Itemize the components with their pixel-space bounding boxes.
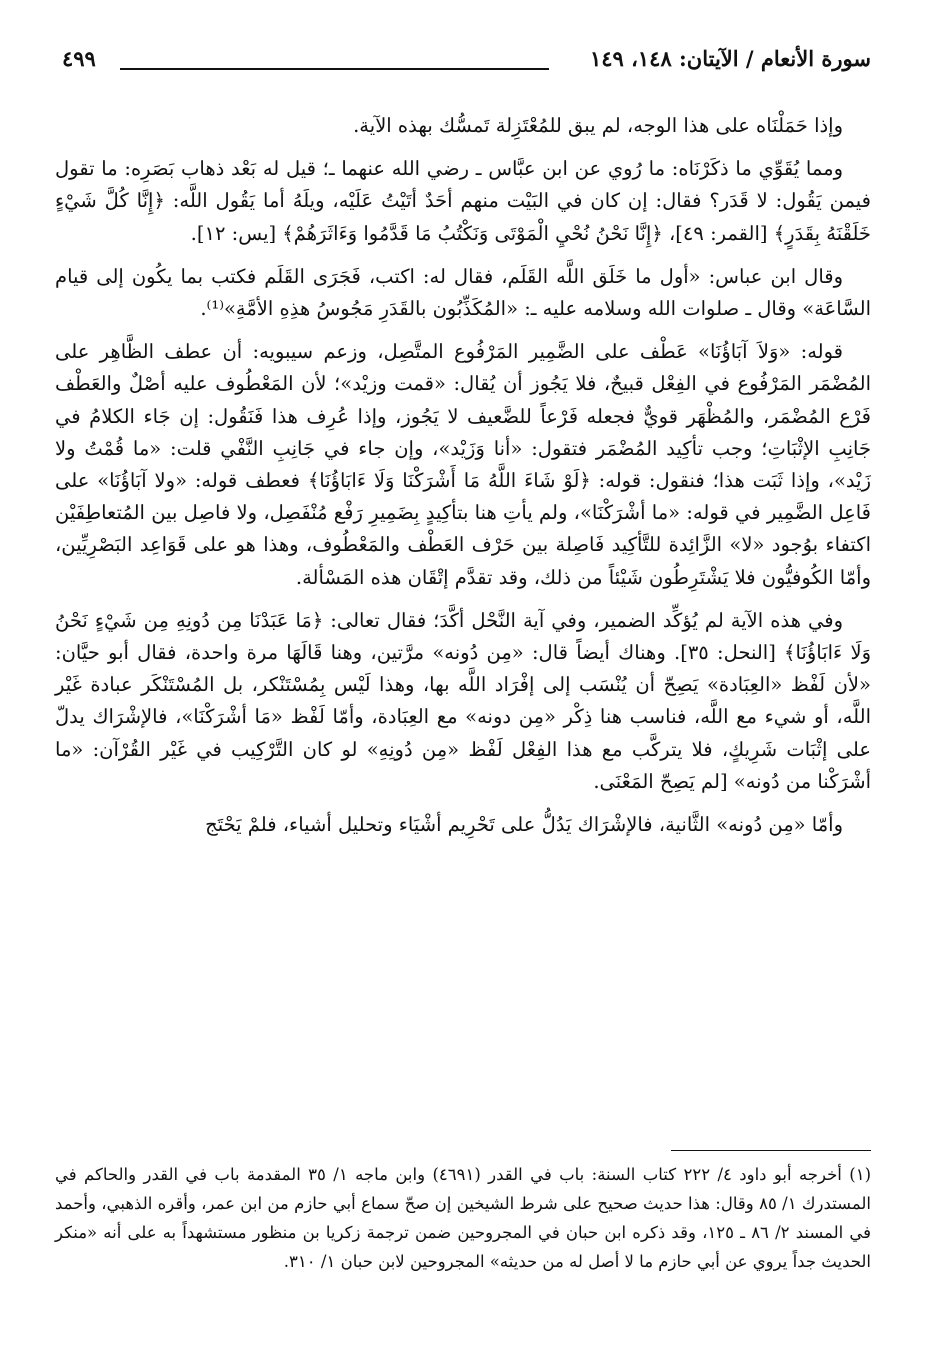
paragraph: وقال ابن عباس: «أول ما خَلَق اللَّه القَلَم، فقال له: اكتب، فَجَرَى القَلَم فكتب بما يكُون إلى قيام السَّاعَة» وقال ـ صلوات الله وسلامه عليه ـ: «المُكَذِّبُون بالقَدَرِ مَجُوسُ هذِهِ الأمَّةِ»⁽¹⁾. [55,264,871,321]
paragraph: قوله: «وَلاَ آبَاؤُنَا» عَطْف على الضَّمِير المَرْفُوع المتَّصِل، وزعم سيبويه: أن عطف الظَّاهِر على المُضْمَر المَرْفُوع في الفِعْل قبيحٌ، فلا يَجُوز أن يُقال: «قمت وزيْد»؛ لأن المَعْطُوف عليه أصْلٌ والعَطْف فَرْع المُضْمَر، والمُظْهَر قويٌّ فجعله فَرْعاً للضَّعيف لا يَجُوز، وإذا عُرِف هذا فَنَقُول: إن جَاء الكلامُ في جَانِبِ الإثْبَاتِ؛ وجب تأكِيد المُضْمَر فتقول: «أنا وَزَيْد»، وإن جاء في جَانِبِ النَّفْي قلت: «ما قُمْتُ ولا زَيْد»، وإذا ثَبَت هذا؛ فنقول: قوله: ﴿لَوْ شَاءَ اللَّهُ مَا أَشْرَكْنَا وَلَا ءَابَاؤُنَا﴾ فعطف قوله: «ولا آبَاؤُنَا» على فَاعِل الضَّمِير في قوله: «ما أشْرَكْنَا»، ولم يأتِ هنا بتأكِيدٍ بِضَمِيرِ رَفْع مُنْفَصِل، ولا فاصِل بين المُتعاطِفَيْن اكتفاء بوُجود «لا» الزَّائِدة للتَّأكِيد فَاصِلة بين حَرْف العَطْف والمَعْطُوف، وهذا هو على قَوَاعِد البَصْرِيِّين، وأمّا الكُوفيُّون فلا يَشْتَرِطُون شَيْئاً من ذلك، وقد تقدَّم إتْقَان هذه المَسْألة. [55,340,871,589]
running-title: سورة الأنعام / الآيتان: ١٤٨، ١٤٩ [589,46,871,71]
page-number: ٤٩٩ [62,46,96,71]
header-rule [120,68,549,70]
page-header [62,46,871,86]
footnote-rule [671,1150,871,1151]
footnote: (١) أخرجه أبو داود ٤/ ٢٢٢ كتاب السنة: باب في القدر (٤٦٩١) وابن ماجه ١/ ٣٥ المقدمة باب في القدر والحاكم في المستدرك ١/ ٨٥ وقال: هذا حديث صحيح على شرط الشيخين إن صحّ سماع أبي حازم من ابن عمر، وأقره الذهبي، وأحمد في المسند ٢/ ٨٦ ـ ١٢٥، وقد ذكره ابن حبان في المجروحين ضمن ترجمة زكريا بن منظور مستشهداً به على أنه «منكر الحديث جداً يروي عن أبي حازم ما لا أصل له من حديثه» المجروحين لابن حبان ١/ ٣١٠. [55,1165,872,1271]
main-text [55,110,871,852]
paragraph: وفي هذه الآية لم يُؤكِّد الضمير، وفي آية النَّحْل أكَّدَ؛ فقال تعالى: ﴿مَا عَبَدْنَا مِن دُونِهِ مِن شَيْءٍ نَحْنُ وَلَا ءَابَاؤُنَا﴾ [النحل: ٣٥]. وهناك أيضاً قال: «مِن دُونه» مرَّتين، وهنا قَالَهَا مرة واحدة، فقال أبو حيَّان: «لأن لَفْظ «العِبَادة» يَصِحّ أن يُنْسَب إلى إفْرَاد اللَّه بها، وهذا لَيْس بِمُسْتَنْكر، بل المُسْتَنْكَر عبادة غَيْر اللَّه، أو شيء مع اللَّه، فناسب هنا ذِكْر «مِن دونه» مع العِبَادة، وأمّا لَفْظ «مَا أشْرَكْنَا»، فالإشْرَاك يدلّ على إثْبَات شَرِيكٍ، فلا يتركَّب مع هذا الفِعْل لَفْظ «مِن دُونِهِ» لو كان التَّرْكِيب في غَيْر القُرْآن: «ما أشْرَكْنا من دُونه» [لم يَصِحّ المَعْنَى. [55,608,872,793]
paragraph: وأمّا «مِن دُونه» الثَّانية، فالإشْرَاك يَدُلُّ على تَحْرِيم أشْيَاء وتحليل أشياء، فلمْ يَحْتَج [205,813,843,837]
footnotes [55,1160,871,1276]
paragraph: ومما يُقَوِّي ما ذكَرْنَاه: ما رُوي عن ابن عبَّاس ـ رضي الله عنهما ـ؛ قيل له بَعْد ذهاب بَصَرِه: ما تقول فيمن يَقُول: لا قَدَر؟ فقال: إن كان في البَيْت منهم أحَدٌ أتَيْتُ عَلَيْه، ويلَهُ أما يَقُول اللَّه: ﴿إِنَّا كُلَّ شَيْءٍ خَلَقْنَهُ بِقَدَرٍ﴾ [القمر: ٤٩]، ﴿إِنَّا نَحْنُ نُحْيِ الْمَوْتَى وَنَكْتُبُ مَا قَدَّمُوا وَءَاثَرَهُمْ﴾ [يس: ١٢]. [55,157,871,245]
paragraph: وإذا حَمَلْنَاه على هذا الوجه، لم يبق للمُعْتَزِلة تَمسُّك بهذه الآية. [353,114,843,137]
